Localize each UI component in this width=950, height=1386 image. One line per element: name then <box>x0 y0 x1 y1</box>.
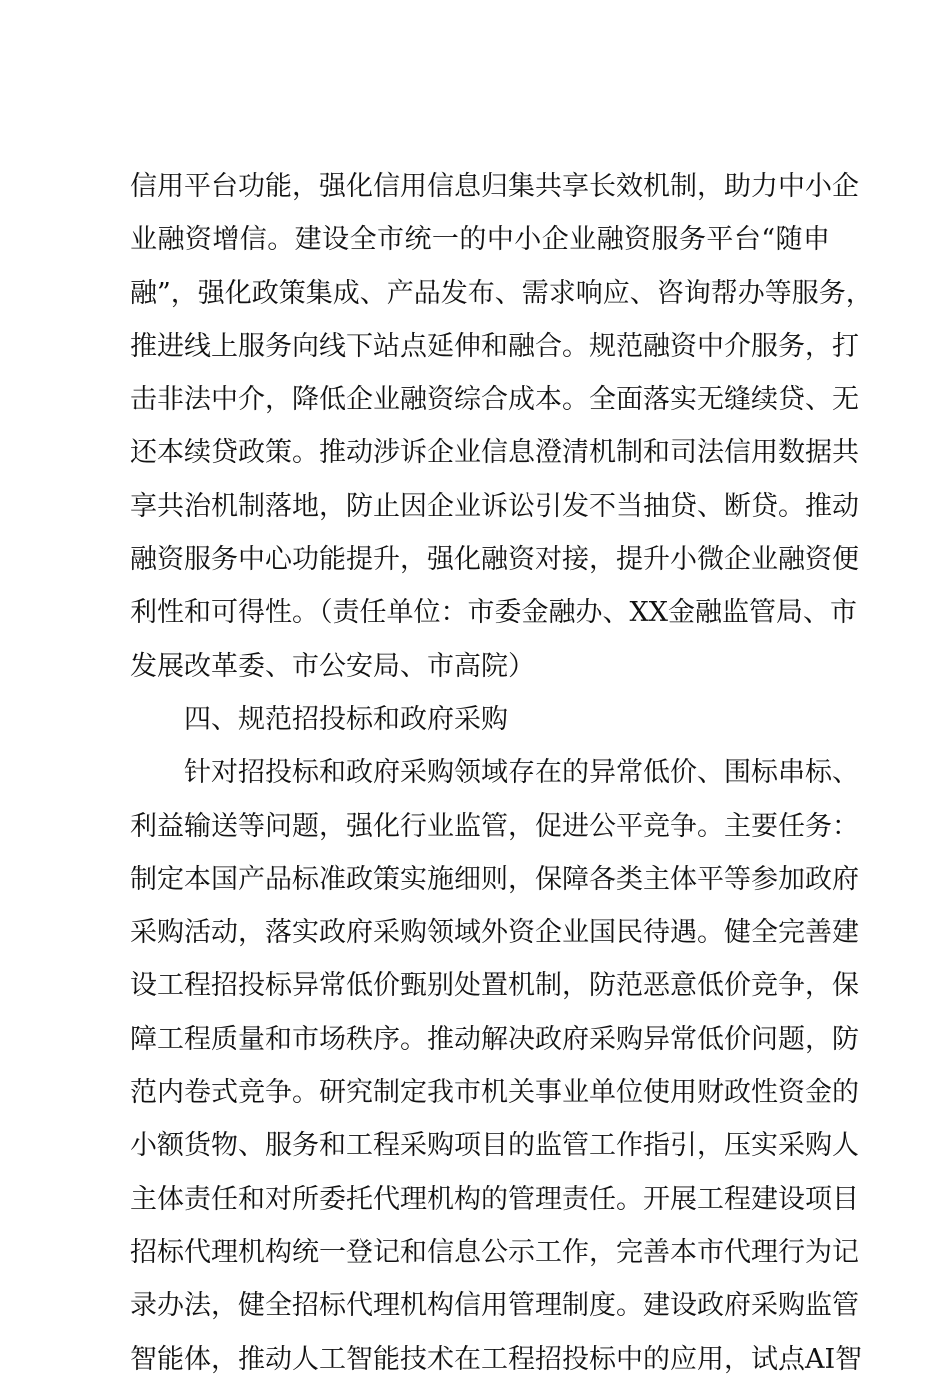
paragraph-line: 融资服务中心功能提升，强化融资对接，提升小微企业融资便 <box>130 544 859 576</box>
paragraph-line: 推进线上服务向线下站点延伸和融合。规范融资中介服务，打 <box>130 330 859 362</box>
paragraph-line: 招标代理机构统一登记和信息公示工作，完善本市代理行为记 <box>130 1236 859 1268</box>
paragraph-line: 主体责任和对所委托代理机构的管理责任。开展工程建设项目 <box>130 1183 859 1215</box>
paragraph-line: 采购活动，落实政府采购领域外资企业国民待遇。健全完善建 <box>130 917 859 949</box>
paragraph-line: 录办法，健全招标代理机构信用管理制度。建设政府采购监管 <box>130 1290 859 1322</box>
paragraph-line: 设工程招投标异常低价甄别处置机制，防范恶意低价竞争，保 <box>130 970 859 1002</box>
paragraph-line: 制定本国产品标准政策实施细则，保障各类主体平等参加政府 <box>130 863 859 895</box>
paragraph-line: 范内卷式竞争。研究制定我市机关事业单位使用财政性资金的 <box>130 1077 859 1109</box>
paragraph-line: 利性和可得性。（责任单位：市委金融办、XX金融监管局、市 <box>130 597 857 629</box>
paragraph-line: 利益输送等问题，强化行业监管，促进公平竞争。主要任务： <box>130 810 859 842</box>
paragraph-line: 智能体，推动人工智能技术在工程招投标中的应用，试点AI智 <box>130 1343 863 1375</box>
paragraph-line: 还本续贷政策。推动涉诉企业信息澄清机制和司法信用数据共 <box>130 437 859 469</box>
paragraph-line: 信用平台功能，强化信用信息归集共享长效机制，助力中小企 <box>130 171 859 202</box>
paragraph-line: 融”，强化政策集成、产品发布、需求响应、咨询帮办等服务， <box>130 277 873 309</box>
paragraph-line: 障工程质量和市场秩序。推动解决政府采购异常低价问题，防 <box>130 1023 859 1055</box>
section-heading: 四、规范招投标和政府采购 <box>184 703 508 735</box>
paragraph-line: 享共治机制落地，防止因企业诉讼引发不当抽贷、断贷。推动 <box>130 490 859 522</box>
document-body <box>130 160 873 1386</box>
paragraph-line: 小额货物、服务和工程采购项目的监管工作指引，压实采购人 <box>130 1130 859 1162</box>
paragraph-line: 针对招投标和政府采购领域存在的异常低价、围标串标、 <box>184 757 859 789</box>
paragraph-line: 发展改革委、市公安局、市高院） <box>130 650 535 682</box>
paragraph-line: 击非法中介，降低企业融资综合成本。全面落实无缝续贷、无 <box>130 384 859 416</box>
paragraph-line: 业融资增信。建设全市统一的中小企业融资服务平台“随申 <box>130 224 830 256</box>
